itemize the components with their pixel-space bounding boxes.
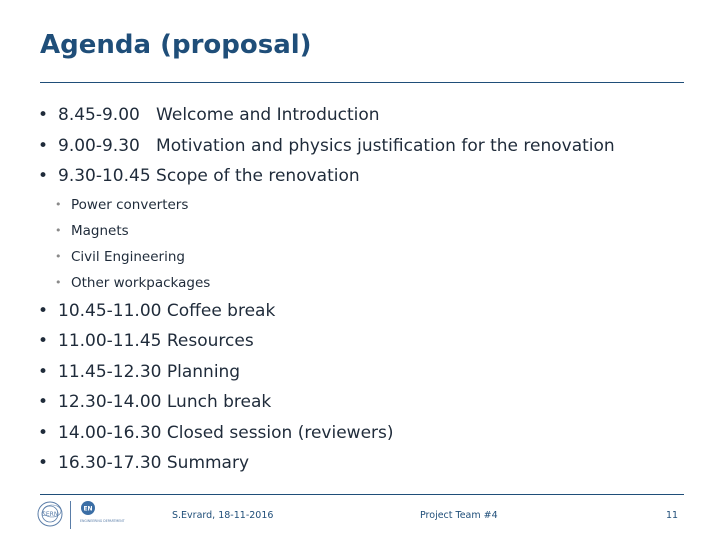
bullet-icon: • xyxy=(38,135,49,156)
bullet-icon: • xyxy=(38,331,49,351)
bullet-icon: • xyxy=(38,361,49,382)
sub-list-wrapper xyxy=(38,192,698,296)
bullet-icon: • xyxy=(38,392,49,412)
page-number: 11 xyxy=(666,510,679,521)
agenda-item xyxy=(38,296,698,327)
agenda-item-text: 8.45-9.00 Welcome and Introduction xyxy=(58,105,380,125)
agenda-list xyxy=(38,100,698,479)
footer-divider xyxy=(40,494,684,495)
svg-text:ENGINEERING DEPARTMENT: ENGINEERING DEPARTMENT xyxy=(80,519,125,523)
agenda-item xyxy=(38,357,698,388)
sub-bullet-icon: • xyxy=(55,249,62,263)
sub-item-text: Magnets xyxy=(71,222,129,239)
sub-item xyxy=(38,218,698,244)
bullet-icon: • xyxy=(38,300,49,321)
agenda-item xyxy=(38,131,698,162)
agenda-item xyxy=(38,387,698,418)
agenda-item-text: 11.45-12.30 Planning xyxy=(58,361,241,382)
agenda-item-text: 14.00-16.30 Closed session (reviewers) xyxy=(58,422,394,443)
agenda-item-text: 10.45-11.00 Coffee break xyxy=(58,300,276,321)
agenda-item-text: 9.30-10.45 Scope of the renovation xyxy=(58,166,360,186)
bullet-icon: • xyxy=(38,422,49,443)
agenda-item xyxy=(38,100,698,131)
slide-title: Agenda (proposal) xyxy=(40,30,312,60)
sub-item-text: Power converters xyxy=(71,196,189,213)
agenda-item xyxy=(38,448,698,479)
title-divider xyxy=(40,82,684,83)
footer-author-date: S.Evrard, 18-11-2016 xyxy=(172,510,274,521)
sub-item xyxy=(38,244,698,270)
bullet-icon: • xyxy=(38,166,49,186)
sub-bullet-icon: • xyxy=(55,275,62,289)
sub-item-text: Other workpackages xyxy=(71,274,211,291)
agenda-item-text: 12.30-14.00 Lunch break xyxy=(58,392,272,412)
agenda-item xyxy=(38,326,698,357)
agenda-item xyxy=(38,161,698,192)
cern-logo-icon xyxy=(36,500,64,528)
agenda-item-text: 16.30-17.30 Summary xyxy=(58,453,250,473)
agenda-item-text: 9.00-9.30 Motivation and physics justification for the renovation xyxy=(58,135,615,156)
bullet-icon: • xyxy=(38,105,49,125)
en-department-logo-icon xyxy=(78,500,125,530)
sub-bullet-icon: • xyxy=(55,223,62,237)
agenda-item-text: 11.00-11.45 Resources xyxy=(58,331,254,351)
svg-text:EN: EN xyxy=(83,505,93,513)
sub-bullet-icon: • xyxy=(55,197,62,211)
sub-item xyxy=(38,192,698,218)
sub-item xyxy=(38,270,698,296)
logo-separator xyxy=(70,501,71,529)
sub-list xyxy=(38,192,698,296)
agenda-item xyxy=(38,418,698,449)
footer-team: Project Team #4 xyxy=(420,510,498,521)
bullet-icon: • xyxy=(38,453,49,473)
sub-item-text: Civil Engineering xyxy=(71,248,185,265)
svg-text:CERN: CERN xyxy=(41,511,59,518)
